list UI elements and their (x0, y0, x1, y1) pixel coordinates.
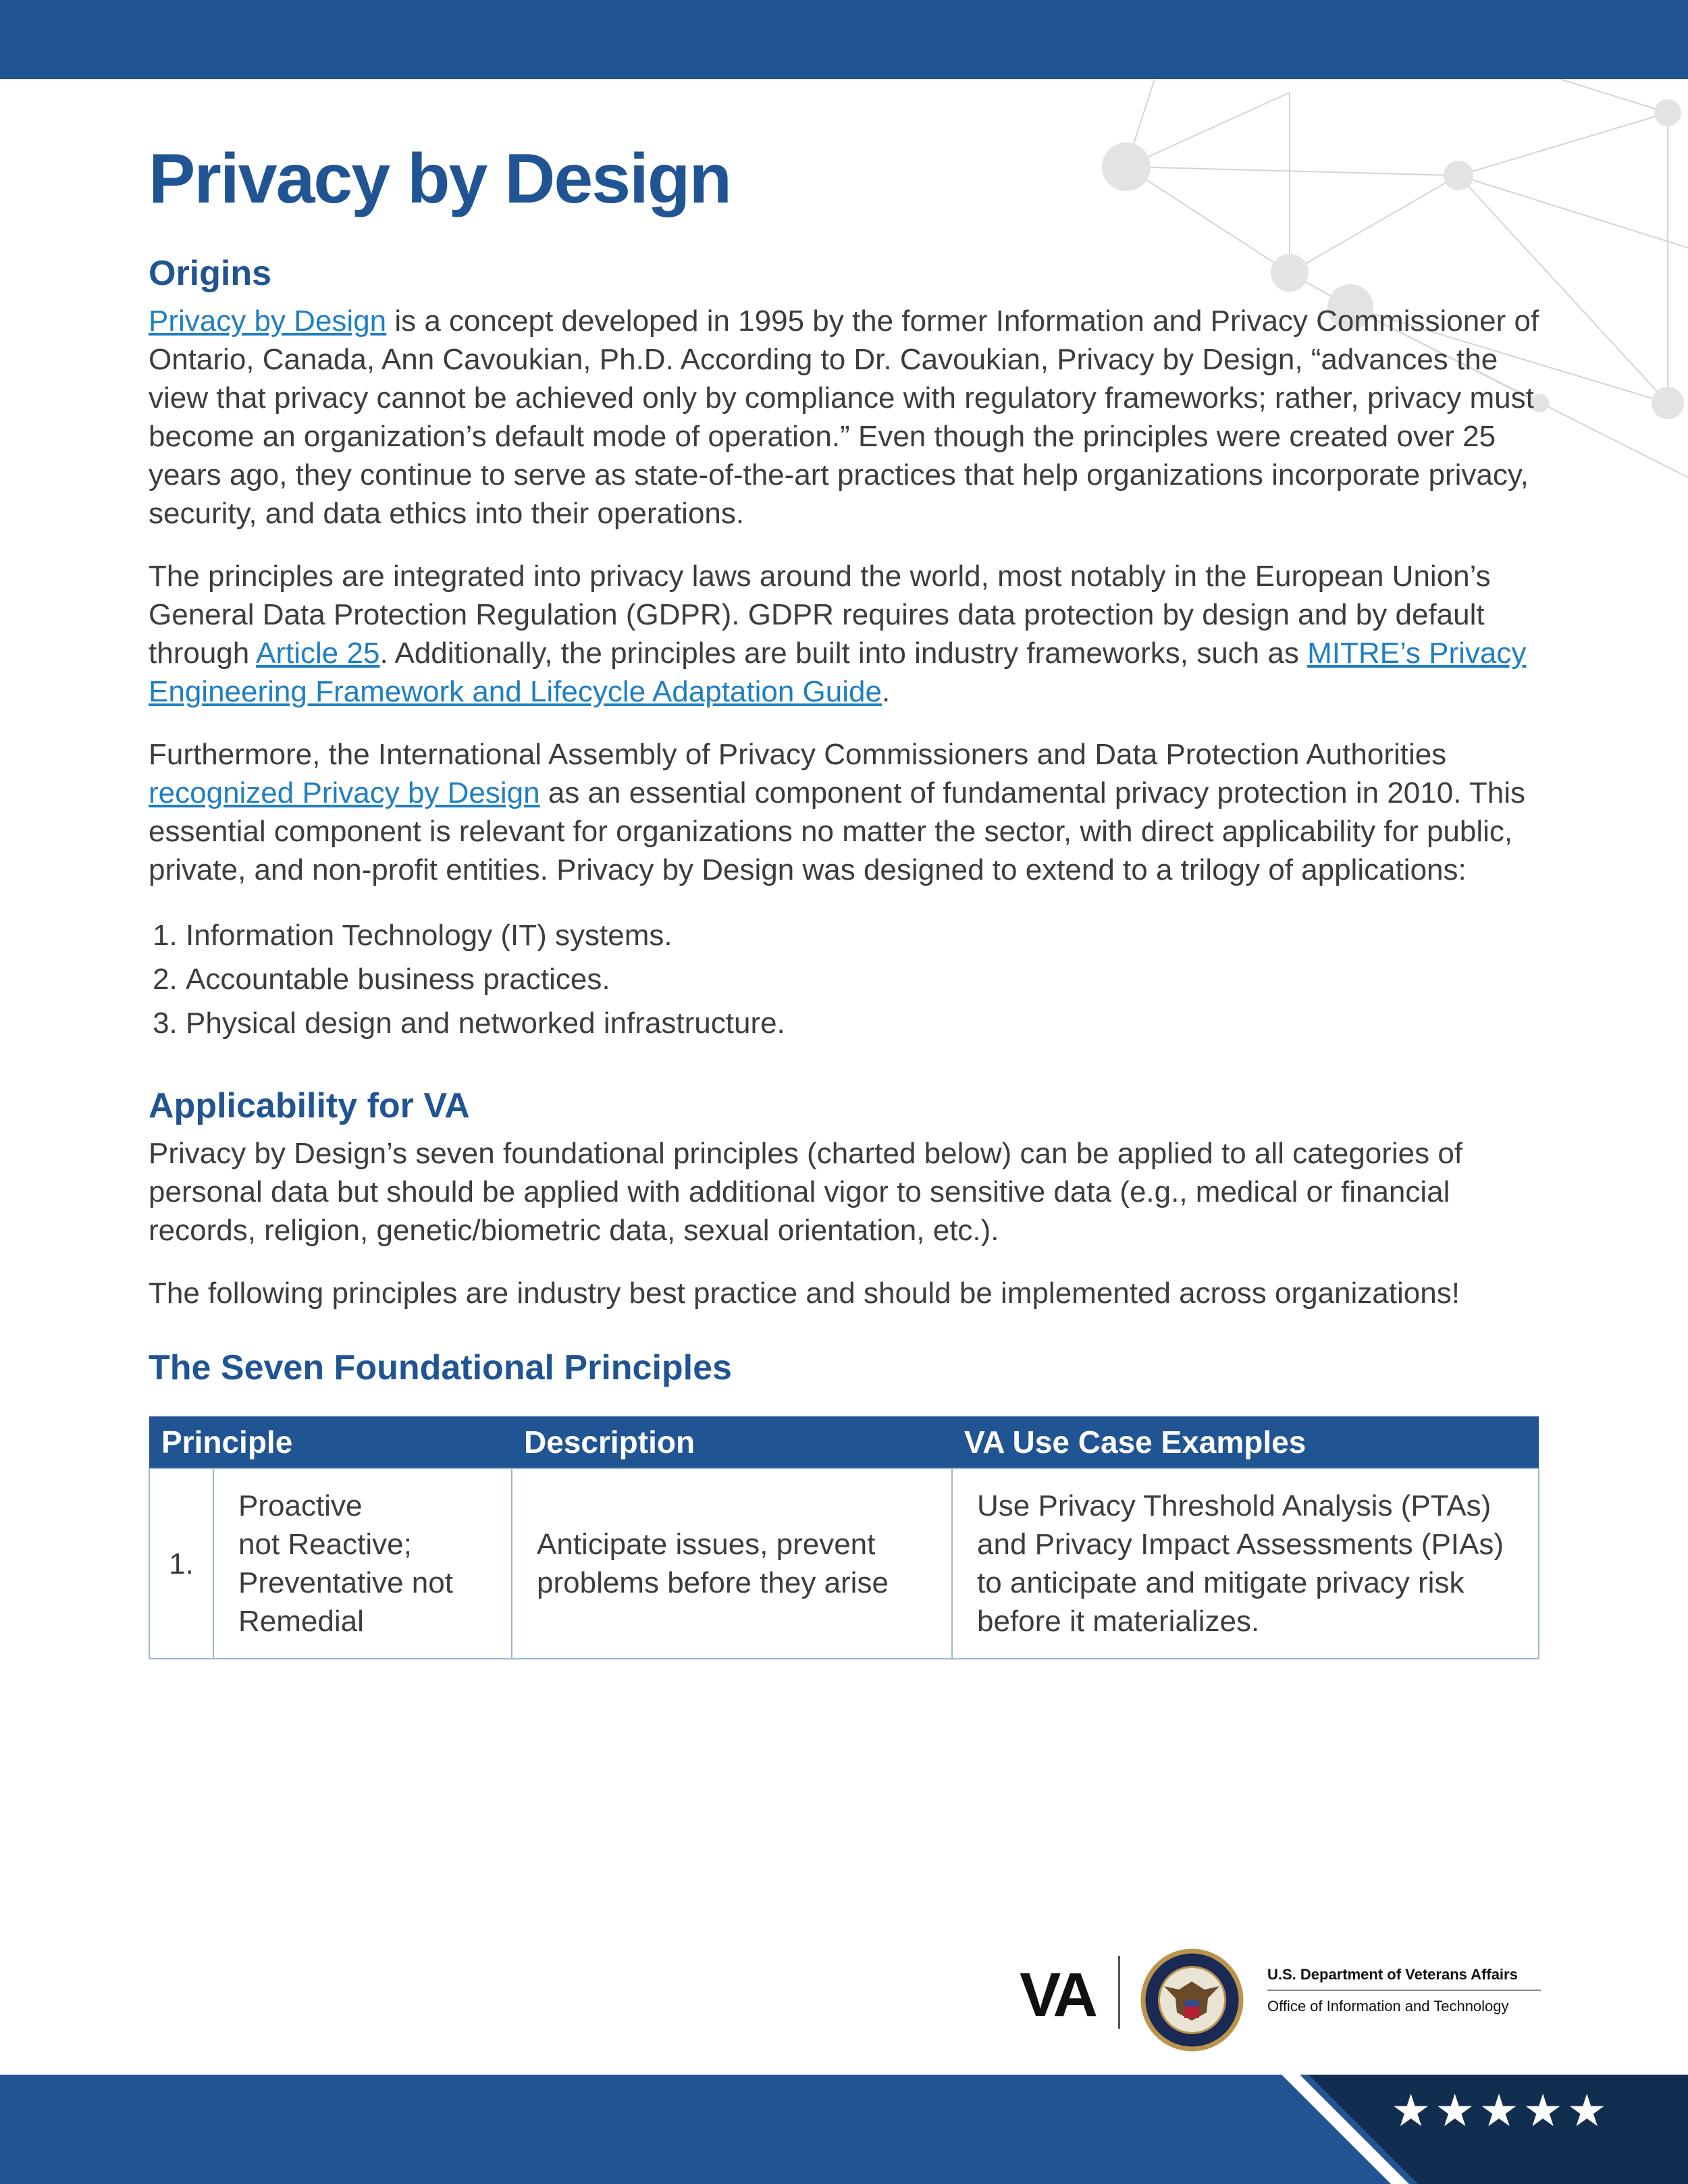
list-item: 3. Physical design and networked infrastructure. (186, 1001, 1539, 1045)
stars-icon: ★★★★★ (1391, 2085, 1611, 2135)
origins-paragraph-2: The principles are integrated into privacy laws around the world, most notably in the European Union’s General Data Protection Regulation (GDPR). GDPR requires data protection by design and by default through Article 25. Additionally, the principles are built into industry frameworks, such as MITRE’s Privacy Engineering Framework and Lifecycle Adaptation Guide. (149, 560, 1527, 708)
principles-table (149, 1416, 1539, 1659)
va-logo-block (1013, 1948, 1546, 2062)
principles-heading: The Seven Foundational Principles (149, 1348, 732, 1387)
applications-list (149, 913, 1539, 1045)
applicability-paragraph-1: Privacy by Design’s seven foundational principles (charted below) can be applied to all categories of personal data but should be applied with additional vigor to sensitive data (e.g., medical or financial records, religion, genetic/biometric data, sexual orientation, etc.). (149, 1137, 1463, 1247)
recognized-privacy-by-design-link[interactable]: recognized Privacy by Design (149, 776, 540, 809)
principle-name: Proactive not Reactive; Preventative not Remedial (213, 1468, 512, 1659)
table-header-row (149, 1416, 1539, 1468)
article-25-link[interactable]: Article 25 (256, 637, 380, 670)
list-item: 2. Accountable business practices. (186, 957, 1539, 1001)
principle-example: Use Privacy Threshold Analysis (PTAs) and Privacy Impact Assessments (PIAs) to anticipate and mitigate privacy risk before it materializes. (952, 1468, 1539, 1659)
applicability-heading: Applicability for VA (149, 1086, 470, 1125)
privacy-by-design-link[interactable]: Privacy by Design (149, 304, 387, 338)
origins-paragraph-1: Privacy by Design is a concept developed in 1995 by the former Information and Privacy Commissioner of Ontario, Canada, Ann Cavoukian, Ph.D. According to Dr. Cavoukian, Privacy by Design, “advances the view that privacy cannot be achieved only by compliance with regulatory frameworks; rather, privacy must become an organization’s default mode of operation.” Even though the principles were created over 25 years ago, they continue to serve as state-of-the-art practices that help organizations incorporate privacy, security, and data ethics into their operations. (149, 304, 1539, 530)
list-item: 1. Information Technology (IT) systems. (186, 913, 1539, 957)
header-bar (0, 0, 1688, 79)
department-name: U.S. Department of Veterans Affairs (1267, 1966, 1518, 1983)
va-logo: VA (1020, 1961, 1094, 2029)
principle-description: Anticipate issues, prevent problems before they arise (512, 1468, 952, 1659)
column-header-description: Description (512, 1416, 952, 1468)
column-header-examples: VA Use Case Examples (952, 1416, 1539, 1468)
office-name: Office of Information and Technology (1267, 1998, 1509, 2015)
page-title: Privacy by Design (149, 140, 731, 218)
logo-divider (1118, 1956, 1120, 2029)
origins-heading: Origins (149, 254, 272, 293)
origins-paragraph-3: Furthermore, the International Assembly of Privacy Commissioners and Data Protection Authorities recognized Privacy by Design as an essential component of fundamental privacy protection in 2010. This essential component is relevant for organizations no matter the sector, with direct applicability for public, private, and non-profit entities. Privacy by Design was designed to extend to a trilogy of applications: (149, 738, 1525, 886)
department-divider (1267, 1990, 1541, 1991)
column-header-principle: Principle (149, 1416, 512, 1468)
applicability-paragraph-2: The following principles are industry best practice and should be implemented across organizations! (149, 1277, 1460, 1310)
main-content (149, 132, 1539, 1659)
mitre-framework-link[interactable]: MITRE’s Privacy Engineering Framework and Lifecycle Adaptation Guide (149, 637, 1527, 708)
table-row (149, 1468, 1539, 1659)
va-seal-icon (1140, 1948, 1244, 2052)
principle-number: 1. (149, 1468, 213, 1659)
